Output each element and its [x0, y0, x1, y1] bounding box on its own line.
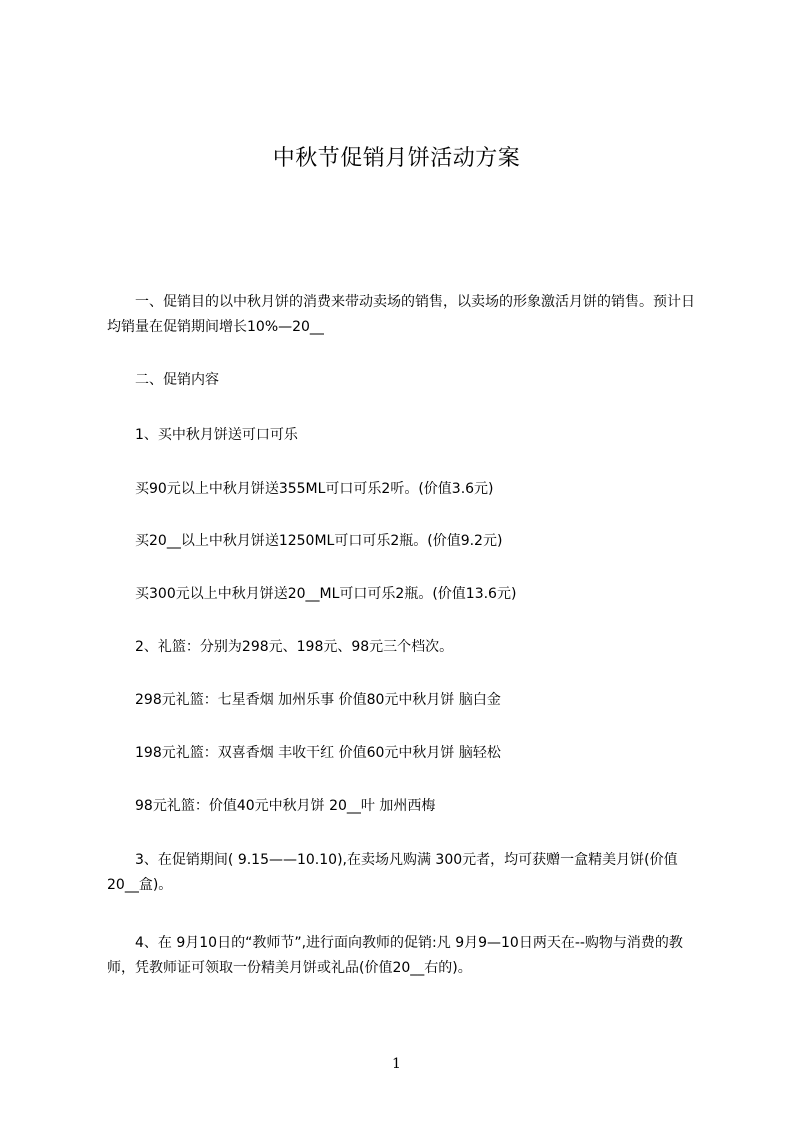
paragraph-section-heading: 二、促销内容	[135, 372, 219, 388]
paragraph-item-3: 3、在促销期间( 9.15——10.10),在卖场凡购满 300元者，均可获赠一盒精美月饼(价值20__盒)。	[107, 852, 678, 893]
paragraph-purpose: 一、促销目的以中秋月饼的消费来带动卖场的销售，以卖场的形象激活月饼的销售。预计日均销量在促销期间增长10%—20__	[107, 294, 695, 335]
paragraph-basket-198: 198元礼篮：双喜香烟 丰收干红 价值60元中秋月饼 脑轻松	[135, 745, 501, 761]
paragraph-basket-98: 98元礼篮：价值40元中秋月饼 20__叶 加州西梅	[135, 798, 436, 814]
page-number: 1	[392, 1056, 401, 1072]
paragraph-basket-298: 298元礼篮：七星香烟 加州乐事 价值80元中秋月饼 脑白金	[135, 692, 501, 708]
paragraph-item-2: 2、礼篮：分别为298元、198元、98元三个档次。	[135, 639, 454, 655]
paragraph-offer-20: 买20__以上中秋月饼送1250ML可口可乐2瓶。(价值9.2元)	[135, 533, 503, 549]
paragraph-item-4: 4、在 9月10日的“教师节”,进行面向教师的促销:凡 9月9—10日两天在--购物与消费的教师，凭教师证可领取一份精美月饼或礼品(价值20__右的)。	[107, 935, 683, 976]
paragraph-item-1: 1、买中秋月饼送可口可乐	[135, 427, 298, 443]
document-title: 中秋节促销月饼活动方案	[272, 146, 521, 171]
paragraph-offer-300: 买300元以上中秋月饼送20__ML可口可乐2瓶。(价值13.6元)	[135, 586, 517, 602]
paragraph-offer-90: 买90元以上中秋月饼送355ML可口可乐2听。(价值3.6元)	[135, 481, 494, 497]
